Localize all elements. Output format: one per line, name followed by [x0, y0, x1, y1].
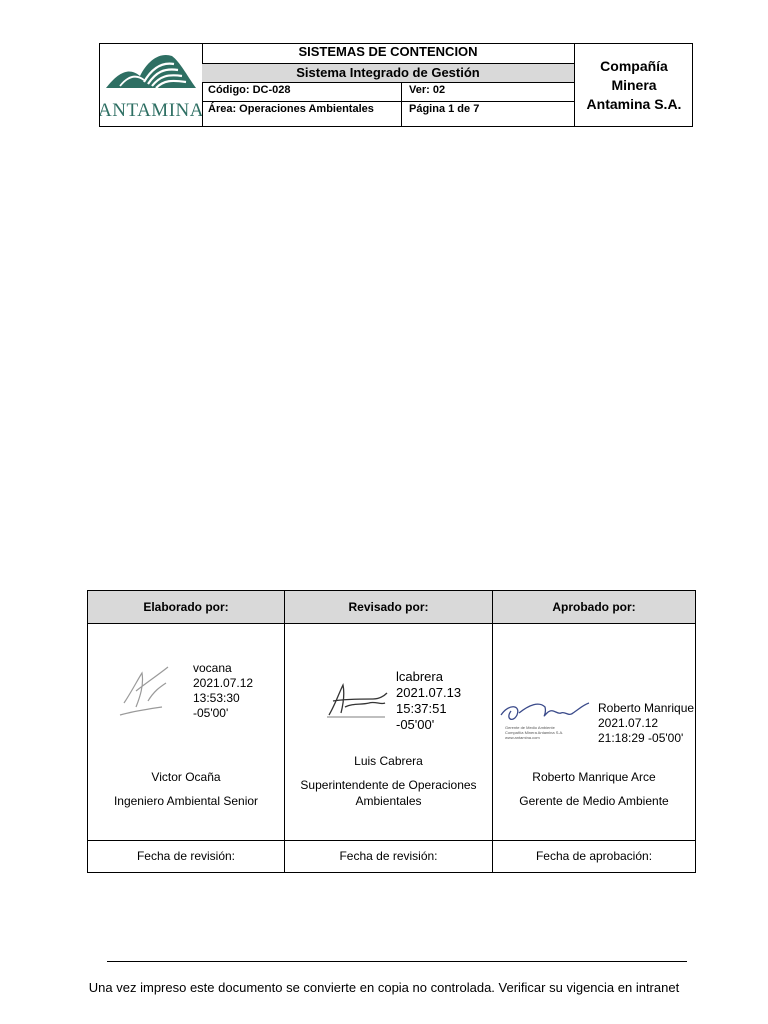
sig-date: 2021.07.12 — [193, 676, 254, 690]
document-subtitle: Sistema Integrado de Gestión — [202, 63, 574, 83]
elaborado-signature-meta — [193, 661, 253, 721]
svg-text:www.antamina.com: www.antamina.com — [505, 735, 540, 740]
footer-note: Una vez impreso este documento se convierte en copia no controlada. Verificar su vigencia en intranet — [88, 980, 680, 995]
antamina-logo — [100, 44, 202, 126]
code-version-row — [202, 82, 574, 102]
signature-rmanrique — [499, 695, 593, 745]
document-version: Ver: 02 — [409, 84, 446, 96]
sig-time: 13:53:30 — [193, 691, 240, 705]
document-header — [99, 43, 693, 127]
sig-timezone: -05'00' — [396, 717, 435, 732]
company-line-2: Minera — [611, 76, 657, 93]
revisado-signature-meta — [396, 669, 461, 733]
svg-text:Compañía Minera Antamina S.A.: Compañía Minera Antamina S.A. — [505, 730, 564, 735]
signature-vocana — [118, 661, 188, 721]
company-line-1: Compañía — [600, 57, 668, 74]
revisado-column — [285, 591, 493, 872]
revisado-name: Luis Cabrera — [354, 754, 423, 768]
aprobado-header: Aprobado por: — [552, 600, 636, 614]
sig-user: lcabrera — [396, 669, 443, 684]
svg-text:Gerente de Medio Ambiente: Gerente de Medio Ambiente — [505, 725, 555, 730]
revisado-role-line-2: Ambientales — [355, 794, 422, 808]
aprobado-column — [493, 591, 695, 872]
sig-timezone: -05'00' — [193, 706, 229, 720]
revisado-header: Revisado por: — [348, 600, 429, 614]
signature-lcabrera — [325, 677, 393, 721]
area-page-row — [202, 101, 574, 126]
elaborado-date-label: Fecha de revisión: — [136, 849, 236, 863]
elaborado-column — [88, 591, 285, 872]
document-code: Código: DC-028 — [202, 82, 402, 101]
sig-time: 21:18:29 -05'00' — [598, 731, 684, 745]
approvals-table — [87, 590, 696, 873]
company-line-3: Antamina S.A. — [586, 95, 682, 112]
document-area: Área: Operaciones Ambientales — [202, 101, 402, 126]
document-title: SISTEMAS DE CONTENCION — [298, 44, 478, 59]
aprobado-date-label: Fecha de aprobación: — [535, 849, 653, 863]
page-number: Página 1 de 7 — [409, 103, 480, 115]
sig-date: 2021.07.12 — [598, 716, 659, 730]
aprobado-role: Gerente de Medio Ambiente — [519, 794, 669, 808]
sig-user: Roberto Manrique — [598, 701, 695, 715]
aprobado-signature-meta — [598, 701, 694, 746]
header-info — [202, 44, 574, 126]
aprobado-name: Roberto Manrique Arce — [532, 770, 656, 784]
sig-time: 15:37:51 — [396, 701, 447, 716]
svg-text:ANTAMINA: ANTAMINA — [100, 100, 202, 121]
revisado-role-line-1: Superintendente de Operaciones — [300, 778, 477, 792]
company-name — [574, 44, 693, 126]
revisado-date-label: Fecha de revisión: — [339, 849, 438, 863]
elaborado-name: Victor Ocaña — [151, 770, 221, 784]
sig-date: 2021.07.13 — [396, 685, 462, 700]
sig-user: vocana — [193, 661, 232, 675]
logo-cell — [100, 44, 203, 126]
footer-divider — [107, 961, 687, 962]
elaborado-header: Elaborado por: — [143, 600, 229, 614]
elaborado-role: Ingeniero Ambiental Senior — [113, 794, 259, 808]
